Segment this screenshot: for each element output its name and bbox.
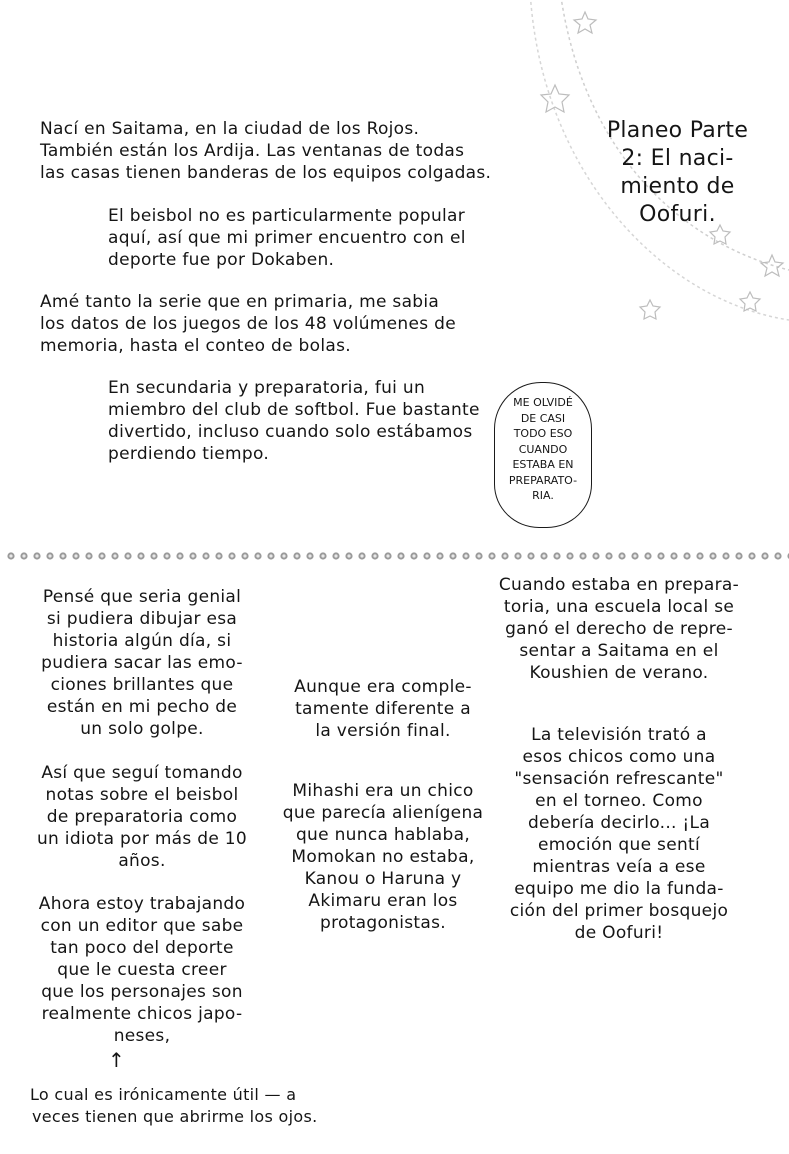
text-line: aquí, así que mi primer encuentro con el bbox=[108, 228, 466, 248]
text-line: ganó el derecho de repre- bbox=[505, 619, 733, 639]
text-line: El beisbol no es particularmente popular bbox=[108, 206, 466, 226]
text-line: Lo cual es irónicamente útil — a bbox=[30, 1085, 297, 1104]
text-line: Akimaru eran los bbox=[308, 891, 458, 911]
text-line: También están los Ardija. Las ventanas de todas bbox=[40, 141, 465, 161]
text-line: ciones brillantes que bbox=[50, 675, 234, 695]
text-line: están en mi pecho de bbox=[46, 697, 238, 717]
text-line: Ahora estoy trabajando bbox=[38, 894, 246, 914]
dotted-divider bbox=[6, 550, 789, 562]
text-line: si pudiera dibujar esa bbox=[46, 609, 238, 629]
bubble-line: ME OLVIDÉ bbox=[513, 396, 573, 409]
star-icon bbox=[640, 300, 660, 319]
bubble-line: RIA. bbox=[532, 489, 554, 502]
text-line: perdiendo tiempo. bbox=[108, 444, 270, 464]
right-paragraph-1 bbox=[484, 574, 754, 684]
intro-paragraph-3 bbox=[40, 291, 456, 357]
text-line: tamente diferente a bbox=[295, 699, 471, 719]
text-line: que le cuesta creer bbox=[57, 960, 227, 980]
text-line: mientras veía a ese bbox=[532, 857, 706, 877]
text-line: La televisión trató a bbox=[531, 725, 707, 745]
text-line: de preparatoria como bbox=[46, 807, 238, 827]
text-line: Mihashi era un chico bbox=[292, 781, 474, 801]
bubble-line: CUANDO bbox=[518, 442, 568, 456]
text-line: equipo me dio la funda- bbox=[514, 879, 724, 899]
intro-paragraph-1 bbox=[40, 118, 491, 184]
middle-paragraph-2 bbox=[276, 780, 490, 934]
text-line: la versión final. bbox=[315, 721, 451, 741]
text-line: esos chicos como una bbox=[522, 747, 716, 767]
text-line: Koushien de verano. bbox=[529, 663, 709, 683]
text-line: un idiota por más de 10 bbox=[36, 829, 248, 849]
text-line: que los personajes son bbox=[41, 982, 243, 1002]
middle-paragraph-1 bbox=[276, 676, 490, 742]
right-paragraph-2 bbox=[484, 724, 754, 944]
text-line: neses, bbox=[113, 1026, 171, 1046]
text-line: sentar a Saitama en el bbox=[519, 641, 719, 661]
text-line: tan poco del deporte bbox=[50, 938, 234, 958]
text-line: debería decirlo... ¡La bbox=[527, 813, 711, 833]
title-line: miento de bbox=[620, 174, 735, 199]
title-line: Oofuri. bbox=[639, 202, 716, 227]
speech-bubble-text bbox=[495, 395, 591, 504]
text-line: emoción que sentí bbox=[537, 835, 701, 855]
text-line: Kanou o Haruna y bbox=[304, 869, 462, 889]
text-line: realmente chicos japo- bbox=[41, 1004, 243, 1024]
text-line: años. bbox=[118, 851, 166, 871]
left-paragraph-2 bbox=[22, 762, 262, 872]
text-line: que parecía alienígena bbox=[282, 803, 484, 823]
text-line: ción del primer bosquejo bbox=[509, 901, 729, 921]
text-line: Nací en Saitama, en la ciudad de los Rojos. bbox=[40, 119, 420, 139]
title-line: Planeo Parte bbox=[606, 118, 749, 143]
title-line: 2: El naci- bbox=[621, 146, 734, 171]
text-line: Cuando estaba en prepara- bbox=[498, 575, 740, 595]
speech-bubble bbox=[494, 382, 592, 528]
text-line: divertido, incluso cuando solo estábamos bbox=[108, 422, 473, 442]
text-line: En secundaria y preparatoria, fui un bbox=[108, 378, 426, 398]
bubble-line: DE CASI bbox=[520, 411, 566, 425]
text-line: deporte fue por Dokaben. bbox=[108, 250, 335, 270]
bubble-line: PREPARATO- bbox=[508, 473, 578, 487]
text-line: historia algún día, si bbox=[52, 631, 232, 651]
text-line: Pensé que seria genial bbox=[42, 587, 242, 607]
text-line: memoria, hasta el conteo de bolas. bbox=[40, 336, 351, 356]
text-line: que nunca hablaba, bbox=[295, 825, 471, 845]
bubble-line: ESTABA EN bbox=[512, 458, 574, 471]
text-line: un solo golpe. bbox=[80, 719, 204, 739]
text-line: Aunque era comple- bbox=[294, 677, 472, 697]
text-line: notas sobre el beisbol bbox=[45, 785, 239, 805]
text-line: toria, una escuela local se bbox=[503, 597, 735, 617]
text-line: miembro del club de softbol. Fue bastante bbox=[108, 400, 480, 420]
text-line: los datos de los juegos de los 48 volúmenes de bbox=[40, 314, 456, 334]
up-arrow-icon: ↑ bbox=[108, 1048, 125, 1072]
star-icon bbox=[541, 85, 569, 112]
bubble-line: TODO ESO bbox=[513, 427, 573, 440]
text-line: las casas tienen banderas de los equipos colgadas. bbox=[40, 163, 492, 183]
text-line: protagonistas. bbox=[320, 913, 446, 933]
text-line: veces tienen que abrirme los ojos. bbox=[32, 1107, 318, 1126]
text-line: con un editor que sabe bbox=[40, 916, 244, 936]
text-line: Así que seguí tomando bbox=[41, 763, 243, 783]
text-line: Amé tanto la serie que en primaria, me sabia bbox=[40, 292, 440, 312]
text-line: en el torneo. Como bbox=[535, 791, 703, 811]
left-paragraph-3 bbox=[22, 893, 262, 1047]
text-line: "sensación refrescante" bbox=[514, 769, 724, 789]
left-paragraph-1 bbox=[22, 586, 262, 740]
star-icon bbox=[574, 12, 596, 33]
intro-paragraph-4 bbox=[108, 377, 480, 465]
text-line: pudiera sacar las emo- bbox=[41, 653, 243, 673]
text-line: de Oofuri! bbox=[574, 923, 664, 943]
intro-paragraph-2 bbox=[108, 205, 466, 271]
page-title bbox=[585, 117, 770, 229]
text-line: Momokan no estaba, bbox=[291, 847, 475, 867]
left-paragraph-4 bbox=[30, 1084, 317, 1128]
